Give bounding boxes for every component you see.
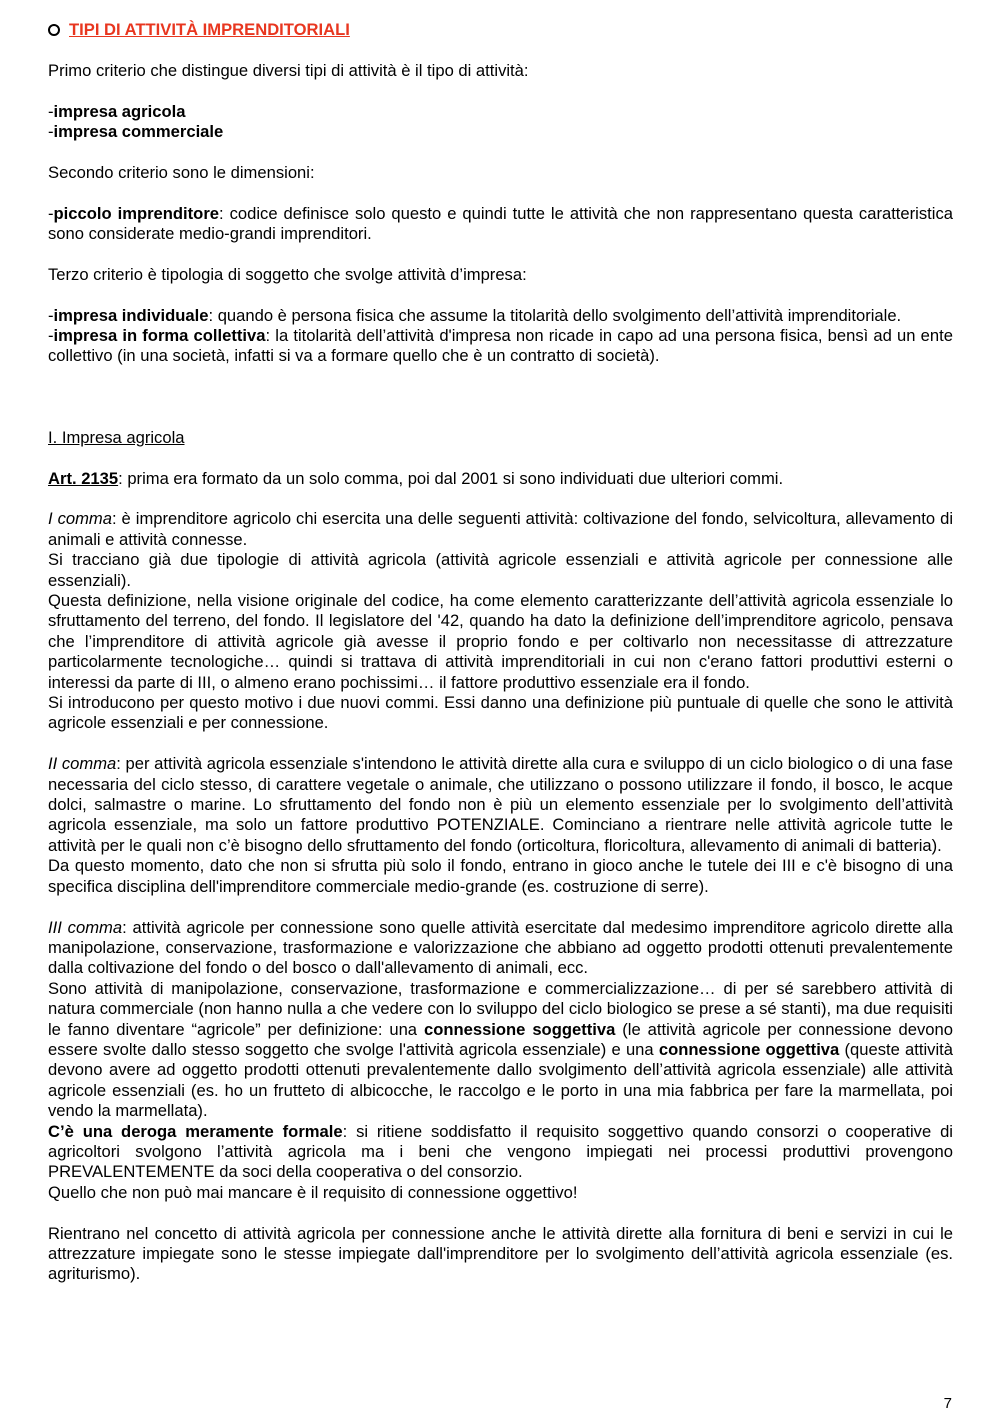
term-connessione-soggettiva: connessione soggettiva (423, 1019, 616, 1039)
intro-paragraph-2: Secondo criterio sono le dimensioni: (48, 162, 315, 182)
closing-paragraph: Rientrano nel concetto di attività agricola per connessione anche le attività dirette alla fornitura di beni e servizi in cui le attrezzature impiegate sono le stesse impiegate dall'imprenditore per lo svolgimento dell’attività agricola essenziale (es. agriturismo). (48, 1223, 953, 1284)
comma3-p2-part-c: (le attività agricole per connessione devono essere svolte dallo stesso soggetto che svolge l'attività agricola essenziale) e una (48, 1019, 953, 1059)
deroga-text: : si ritiene soddisfatto il requisito soggettivo quando consorzi o cooperative di agricoltori svolgono l’attività agricola ma i beni che vengono impiegati nei processi produttivi provengono PREVALENTEMENTE da soci della cooperativa o del consorzio. (48, 1121, 953, 1182)
collettiva-description: : la titolarità dell’attività d'impresa non ricade in capo ad una persona fisica, bensì ad un ente collettivo (in una società, infatti si va a formare quello che è un contratto di società). (48, 326, 953, 366)
comma1-paragraph-4: Si introducono per questo motivo i due nuovi commi. Essi danno una definizione più puntuale di quelle che sono le attività agricole essenziali e per connessione. (48, 693, 953, 733)
page-number: 7 (943, 1395, 952, 1412)
comma2-label: II comma (48, 754, 117, 774)
term-impresa-collettiva: impresa in forma collettiva (53, 326, 266, 345)
term-connessione-oggettiva: connessione oggettiva (658, 1039, 840, 1059)
comma2-paragraph-2: Da questo momento, dato che non si sfrutta più solo il fondo, entrano in gioco anche le tutele dei III e c'è bisogno di una specifica disciplina dell'imprenditore commerciale medio-grande (es. costruzione di serre). (48, 856, 953, 896)
comma3-paragraph-2 (48, 979, 953, 1122)
term-impresa-individuale: impresa individuale (53, 305, 209, 325)
list-item-commerciale: -impresa commerciale (48, 122, 224, 141)
section-heading (48, 20, 953, 40)
list-item-individuale: -impresa individuale: quando è persona fisica che assume la titolarità dello svolgimento dell’attività imprenditoriale. (48, 305, 902, 325)
comma3-p2-part-e: (queste attività devono avere ad oggetto prodotti ottenuti prevalentemente dallo svolgimento dell’attività agricola essenziale) alle attività agricole essenziali (es. ho un frutteto di albicocche, le raccolgo e le porto in una mia fabbrica per fare la marmellata, poi vendo la marmellata). (48, 1039, 953, 1121)
section-title: TIPI DI ATTIVITÀ IMPRENDITORIALI (69, 20, 350, 39)
comma3-paragraph (48, 918, 953, 979)
comma1-paragraph-2: Si tracciano già due tipologie di attività agricola (attività agricole essenziali e attività agricole per connessione alle essenziali). (48, 550, 953, 590)
comma1-text: : è imprenditore agricolo chi esercita una delle seguenti attività: coltivazione del fondo, selvicoltura, allevamento di animali e attività connesse. (48, 509, 953, 549)
list-item-piccolo: -piccolo imprenditore: codice definisce solo questo e quindi tutte le attività che non rappresentano questa caratteristica sono considerate medio-grandi imprenditori. (48, 203, 953, 243)
article-paragraph (48, 469, 953, 489)
circle-bullet-icon (48, 24, 60, 36)
piccolo-description: : codice definisce solo questo e quindi tutte le attività che non rappresentano questa caratteristica sono considerate medio-grandi imprenditori. (48, 203, 953, 243)
comma3-paragraph-4: Quello che non può mai mancare è il requisito di connessione oggettivo! (48, 1182, 578, 1202)
comma1-paragraph-3: Questa definizione, nella visione originale del codice, ha come elemento caratterizzante dell’attività agricola essenziale lo sfruttamento del terreno, del fondo. Il legislatore del '42, quando ha dato la definizione dell’imprenditore agricolo, pensava che l’imprenditore di attività agricole già avesse il proprio fondo e per coltivarlo non necessitasse di attrezzature particolarmente tecnologiche… quindi si trattava di attività imprenditoriali in cui non c'erano fattori produttivi esterni o interessi da parte di III, o almeno erano pochissimi… il fattore produttivo essenziale era il fondo. (48, 591, 953, 692)
list-item-agricola: -impresa agricola (48, 101, 186, 121)
comma2-paragraph (48, 754, 953, 856)
document-body (48, 20, 953, 1285)
term-piccolo-imprenditore: piccolo imprenditore (53, 203, 220, 223)
term-impresa-commerciale: impresa commerciale (53, 122, 224, 141)
article-reference: Art. 2135 (48, 468, 119, 488)
subsection-title-text: I. Impresa agricola (48, 427, 185, 447)
comma3-label: III comma (48, 917, 123, 937)
subsection-title (48, 428, 953, 448)
comma1-label: I comma (48, 509, 112, 529)
list-item-collettiva: -impresa in forma collettiva: la titolarità dell’attività d'impresa non ricade in capo ad una persona fisica, bensì ad un ente collettivo (in una società, infatti si va a formare quello che è un contratto di società). (48, 326, 953, 366)
article-description: : prima era formato da un solo comma, poi dal 2001 si sono individuati due ulteriori commi. (118, 468, 784, 488)
comma3-p2-part-a: Sono attività di manipolazione, conservazione, trasformazione e commercializzazione… di per sé sarebbero attività di natura commerciale (non hanno nulla a che vedere con lo sviluppo del ciclo biologico se prese a sé stanti), ma due requisiti le fanno diventare “agricole” per definizione: una (48, 978, 953, 1039)
intro-paragraph-3: Terzo criterio è tipologia di soggetto che svolge attività d’impresa: (48, 264, 527, 284)
intro-paragraph-1: Primo criterio che distingue diversi tipi di attività è il tipo di attività: (48, 60, 529, 80)
term-deroga: C’è una deroga meramente formale (48, 1121, 343, 1141)
comma1-paragraph (48, 509, 953, 550)
individuale-description: : quando è persona fisica che assume la titolarità dello svolgimento dell’attività imprenditoriale. (208, 305, 902, 325)
comma2-text: : per attività agricola essenziale s'intendono le attività dirette alla cura e sviluppo di un ciclo biologico o di una fase necessaria del ciclo stesso, di carattere vegetale o animale, che utilizzano o possono utilizzare il fondo, il bosco, le acque dolci, salmastre o marine. Lo sfruttamento del fondo non è più un elemento essenziale per lo svolgimento dell’attività agricola essenziale, ma solo un fattore produttivo POTENZIALE. Cominciano a rientrare nelle attività agricole tutte le attività per le quali non c’è bisogno dello sfruttamento del fondo (orticoltura, floricoltura, allevamento di animali di batteria). (48, 754, 953, 855)
deroga-paragraph (48, 1122, 953, 1183)
comma3-text: : attività agricole per connessione sono quelle attività esercitate dal medesimo imprenditore agricolo dirette alla manipolazione, conservazione, trasformazione e valorizzazione che abbiano ad oggetto prodotti ottenuti prevalentemente dalla coltivazione del fondo o del bosco o dall'allevamento di animali, ecc. (48, 917, 954, 978)
term-impresa-agricola: impresa agricola (53, 101, 186, 121)
